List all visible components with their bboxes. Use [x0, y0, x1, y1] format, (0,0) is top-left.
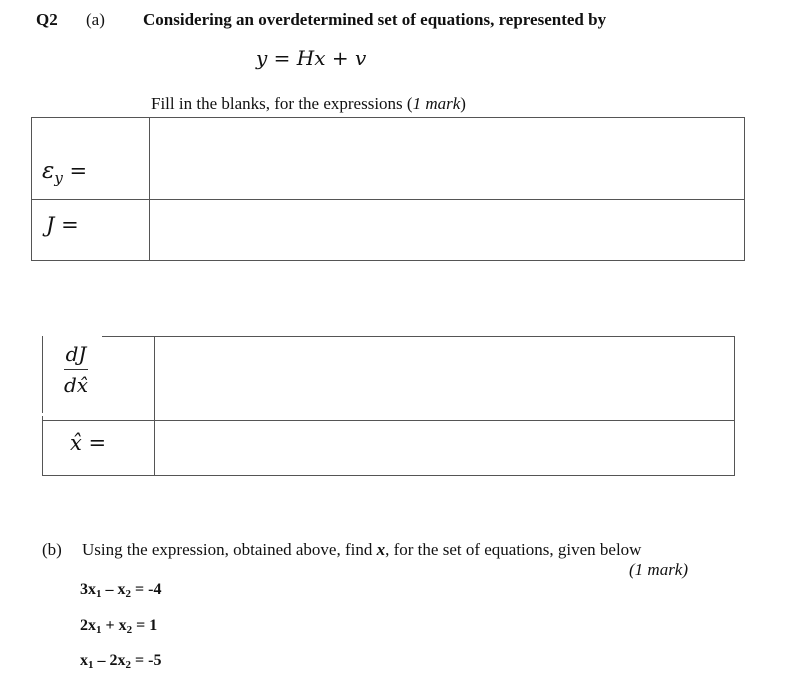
- j-label: [46, 213, 79, 237]
- xhat-label: x̂ =: [70, 431, 107, 455]
- eq2-sub1: 1: [96, 624, 102, 636]
- part-b-variable: x: [376, 540, 386, 559]
- instruction-text: Fill in the blanks, for the expressions (: [151, 94, 413, 113]
- part-b-label: (b): [42, 540, 62, 559]
- eq1-term2: – x: [101, 581, 126, 598]
- equation-1: [80, 581, 161, 600]
- part-b-mark: (1 mark): [629, 560, 689, 579]
- xhat-answer-cell[interactable]: [156, 423, 730, 473]
- instruction-close: ): [460, 94, 466, 113]
- eq3-sub2: 2: [125, 659, 131, 671]
- part-a-heading: Considering an overdetermined set of equations, represented by: [143, 10, 607, 29]
- instruction-mark: 1 mark: [412, 94, 461, 113]
- fraction-numerator: dJ: [65, 342, 87, 366]
- epsilon-subscript: y: [54, 169, 63, 188]
- equation-3: [80, 652, 161, 671]
- dJ-dxhat-label: [64, 342, 88, 397]
- derivative-table: [42, 336, 735, 476]
- eq1-sub1: 1: [96, 588, 102, 600]
- question-number: Q2: [36, 10, 58, 29]
- eq1-rhs: = -4: [131, 581, 162, 598]
- eq1-sub2: 2: [125, 588, 131, 600]
- derivative-answer-cell[interactable]: [156, 338, 730, 418]
- eq2-rhs: = 1: [132, 617, 158, 634]
- expressions-table: [31, 117, 745, 261]
- eq3-term2: – 2x: [93, 652, 126, 669]
- epsilon-symbol: ε: [42, 158, 55, 184]
- eq3-rhs: = -5: [131, 652, 162, 669]
- instruction: [151, 94, 466, 114]
- equals-sign: =: [54, 213, 79, 237]
- table-divider: [32, 199, 744, 200]
- table-left-border: [42, 416, 43, 475]
- part-b-text-after: , for the set of equations, given below: [385, 540, 642, 559]
- eq3-term1: x: [80, 652, 88, 669]
- epsilon-y-label: [42, 158, 87, 187]
- table-divider: [154, 336, 155, 475]
- eq2-term1: 2x: [80, 617, 96, 634]
- main-equation: y = Hx + v: [256, 46, 367, 70]
- eq1-term1: 3x: [80, 581, 96, 598]
- part-b-text: [82, 540, 641, 560]
- j-symbol: J: [46, 213, 55, 237]
- table-divider: [42, 420, 734, 421]
- equation-2: [80, 617, 157, 636]
- equals-sign: =: [62, 159, 88, 183]
- part-b-text-before: Using the expression, obtained above, find: [82, 540, 377, 559]
- fraction-bar: [64, 369, 88, 370]
- table-top-border: [102, 336, 734, 337]
- table-left-border: [42, 336, 43, 413]
- part-a-label: (a): [86, 10, 105, 29]
- table-divider: [149, 118, 150, 260]
- epsilon-y-answer-cell[interactable]: [151, 120, 741, 198]
- eq3-sub1: 1: [88, 659, 94, 671]
- eq2-sub2: 2: [126, 624, 133, 636]
- j-answer-cell[interactable]: [151, 202, 741, 258]
- fraction-denominator: dx̂: [64, 373, 89, 397]
- eq2-term2: + x: [101, 617, 127, 634]
